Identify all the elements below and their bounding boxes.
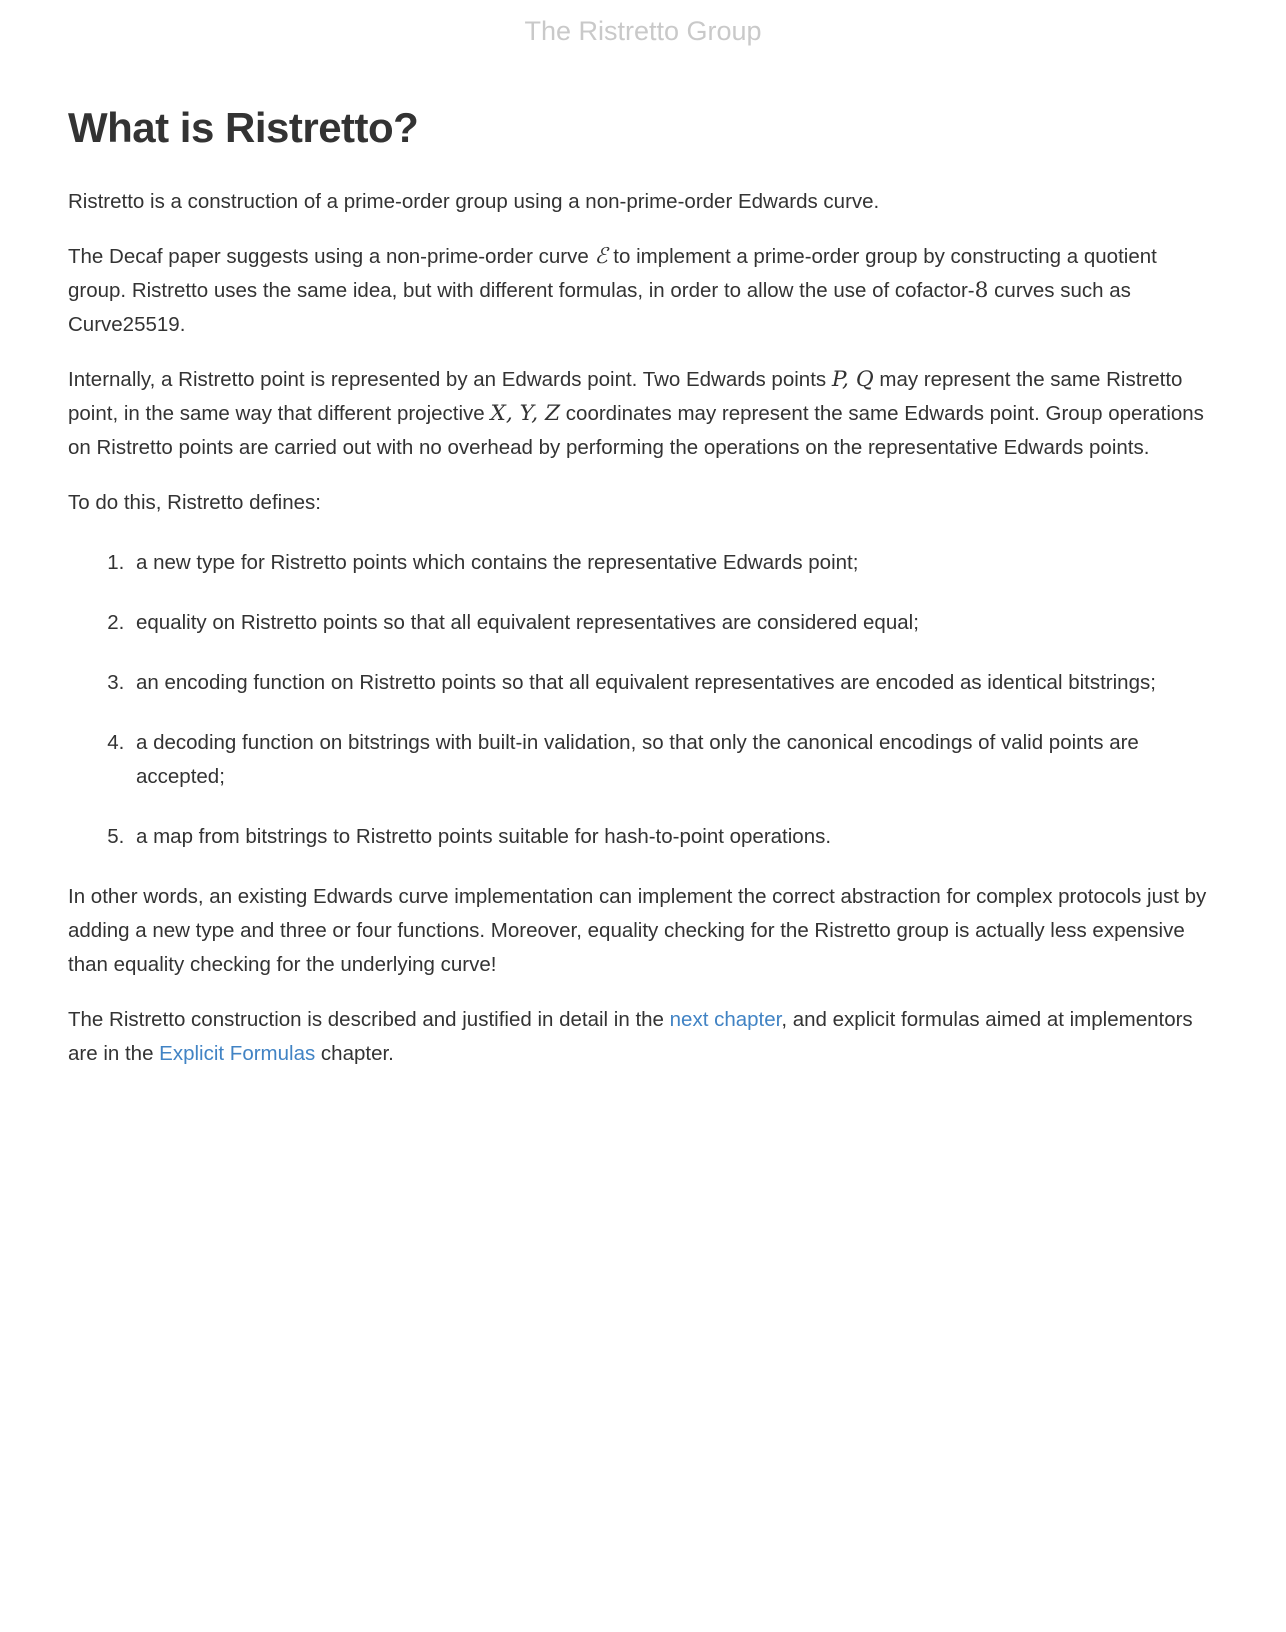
- text-run: To do this, Ristretto defines:: [68, 491, 321, 514]
- list-item-equality: 2. equality on Ristretto points so that all equivalent representatives are considered equal;: [130, 606, 1218, 640]
- content-area: [0, 103, 1286, 1071]
- text-run: chapter.: [315, 1042, 394, 1065]
- list-item-hash-map: 5. a map from bitstrings to Ristretto points suitable for hash-to-point operations.: [130, 820, 1218, 854]
- math-curve-e: ℰ: [594, 244, 608, 269]
- math-points-pq: P, Q: [831, 367, 874, 392]
- math-coords-xyz: X, Y, Z: [490, 401, 561, 426]
- links-paragraph: [68, 1003, 1218, 1071]
- text-run: coordinates may represent the same Edwards point. Group operations on Ristretto points are carried out with no overhead by performing the operations on the representative Edwards points.: [68, 402, 1204, 459]
- text-run: The Ristretto construction is described and justified in detail in the: [68, 1008, 670, 1031]
- text-run: curves such as Curve25519.: [68, 279, 1131, 336]
- list-item-new-type: 1. a new type for Ristretto points which contains the representative Edwards point;: [130, 546, 1218, 580]
- text-run: Ristretto is a construction of a prime-order group using a non-prime-order Edwards curve.: [68, 190, 880, 213]
- text-run: In other words, an existing Edwards curve implementation can implement the correct abstraction for complex protocols just by adding a new type and three or four functions. Moreover, equality checking for the Ristretto group is actually less expensive than equality checking for the underlying curve!: [68, 885, 1207, 976]
- internal-representation-paragraph: [68, 363, 1218, 465]
- book-title: The Ristretto Group: [524, 16, 762, 46]
- menu-bar: [0, 0, 1286, 49]
- defines-list: [68, 546, 1218, 854]
- text-run: may represent the same Ristretto point, in the same way that different projective: [68, 368, 1183, 425]
- intro-paragraph: [68, 185, 1218, 219]
- explicit-formulas-link[interactable]: Explicit Formulas: [159, 1042, 316, 1065]
- page-title: What is Ristretto?: [68, 104, 419, 151]
- next-chapter-link[interactable]: next chapter: [669, 1008, 782, 1031]
- defines-lead-paragraph: [68, 486, 1218, 520]
- summary-paragraph: [68, 880, 1218, 982]
- text-run: The Decaf paper suggests using a non-prime-order curve: [68, 245, 595, 268]
- list-item-decoding: 4. a decoding function on bitstrings with built-in validation, so that only the canonical encodings of valid points are accepted;: [130, 726, 1218, 794]
- list-item-encoding: 3. an encoding function on Ristretto points so that all equivalent representatives are encoded as identical bitstrings;: [130, 666, 1218, 700]
- math-cofactor-8: 8: [974, 278, 989, 303]
- text-run: Internally, a Ristretto point is represented by an Edwards point. Two Edwards points: [68, 368, 832, 391]
- decaf-paragraph: [68, 240, 1218, 342]
- text-run: , and explicit formulas aimed at implementors are in the: [68, 1008, 1193, 1065]
- text-run: to implement a prime-order group by constructing a quotient group. Ristretto uses the same idea, but with different formulas, in order to allow the use of cofactor-: [68, 245, 1157, 302]
